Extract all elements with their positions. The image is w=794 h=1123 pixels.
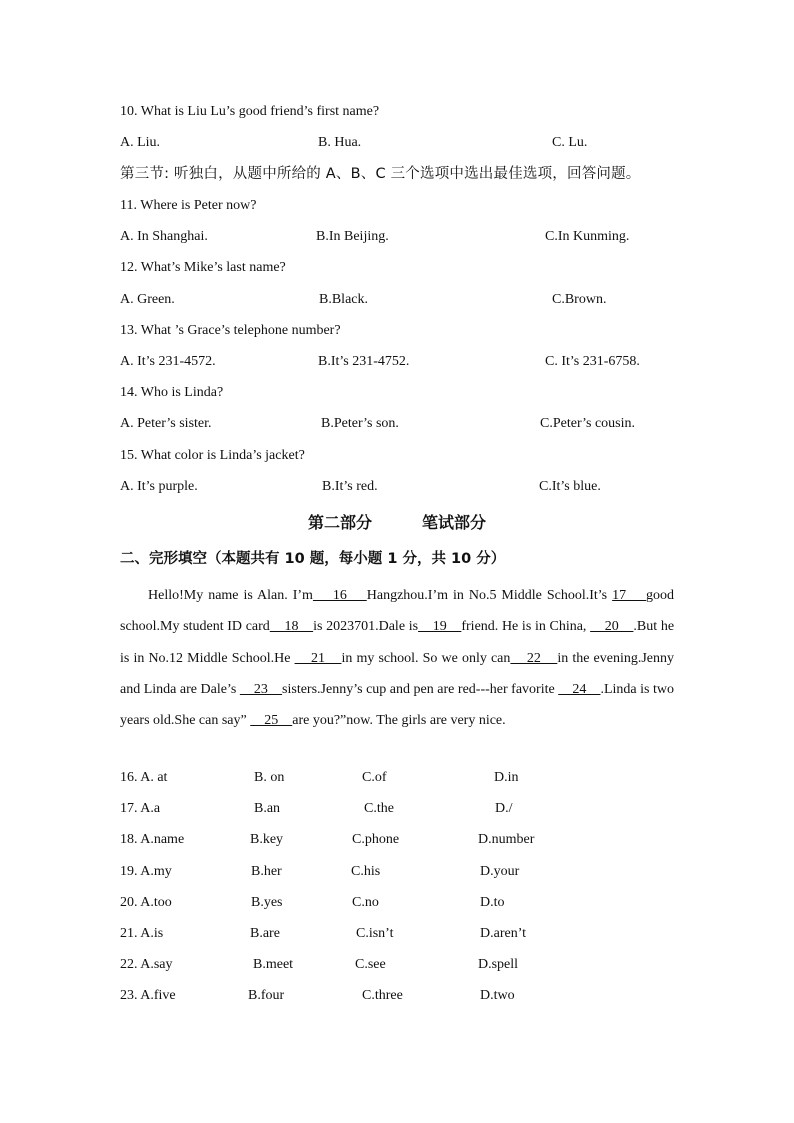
q14-option-b: B.Peter’s son. [321,416,399,431]
q23-option-c: C.three [362,988,403,1003]
q11-option-a: A. In Shanghai. [120,229,208,244]
q12-option-c: C.Brown. [552,292,607,307]
q18-option-d: D.number [478,832,535,847]
blank-19: 19 [418,619,462,635]
q14-option-c: C.Peter’s cousin. [540,416,636,431]
q11-option-b: B.In Beijing. [316,229,389,244]
blank-18: 18 [269,619,314,635]
passage-text: in my school. So we only can [341,650,511,666]
q21-option-c: C.isn’t [356,926,394,941]
q12-option-a: A. Green. [120,292,175,307]
q15-option-b: B.It’s red. [322,479,378,494]
passage-text: good school.My student ID card [120,588,675,635]
question-14-stem: 14. Who is Linda? [120,385,224,400]
q15-option-a: A. It’s purple. [120,479,198,494]
question-13-stem: 13. What ’s Grace’s telephone number? [120,323,341,338]
q13-option-b: B.It’s 231-4752. [318,354,410,369]
question-15-stem: 15. What color is Linda’s jacket? [120,448,305,463]
q13-option-a: A. It’s 231-4572. [120,354,216,369]
question-12-stem: 12. What’s Mike’s last name? [120,260,286,275]
part-2-label: 第二部分 [307,513,372,532]
q21-option-b: B.are [250,926,280,941]
q10-option-a: A. Liu. [120,135,161,150]
q13-option-c: C. It’s 231-6758. [545,354,640,369]
written-test-label: 笔试部分 [422,513,487,532]
q17-option-c: C.the [364,801,394,816]
q16-option-c: C.of [362,770,387,785]
q17-option-b: B.an [254,801,281,816]
q16-option-a: 16. A. at [120,770,168,785]
passage-text: in the evening.Jenny and Linda are Dale’s [120,650,675,697]
q22-option-d: D.spell [478,957,519,972]
q20-option-d: D.to [480,895,505,910]
blank-24: 24 [558,681,601,697]
q21-option-a: 21. A.is [120,926,164,941]
q17-option-d: D./ [495,801,513,816]
passage-text: is 2023701.Dale is [313,619,419,635]
q22-option-c: C.see [355,957,386,972]
blank-25: 25 [250,713,293,729]
q15-option-c: C.It’s blue. [539,479,601,494]
q14-option-a: A. Peter’s sister. [120,416,212,431]
question-10-stem: 10. What is Liu Lu’s good friend’s first name? [120,104,380,119]
q20-option-c: C.no [352,895,379,910]
q23-option-a: 23. A.five [120,988,176,1003]
part-2-title [0,510,794,533]
q18-option-a: 18. A.name [120,832,185,847]
blank-20: 20 [590,619,634,635]
passage-text: friend. He is in China, [461,619,591,635]
q20-option-b: B.yes [251,895,283,910]
q16-option-b: B. on [254,770,285,785]
q10-option-c: C. Lu. [552,135,588,150]
blank-21: 21 [294,650,342,666]
q22-option-b: B.meet [253,957,294,972]
question-11-stem: 11. Where is Peter now? [120,198,257,213]
q19-option-b: B.her [251,864,282,879]
q19-option-c: C.his [351,864,381,879]
q12-option-b: B.Black. [319,292,368,307]
blank-23: 23 [239,681,283,697]
cloze-passage [120,580,674,736]
blank-16: 16 [312,588,367,603]
section-3-heading: 第三节: 听独白，从题中所给的 A、B、C 三个选项中选出最佳选项，回答问题。 [120,166,641,182]
q23-option-d: D.two [480,988,515,1003]
q18-option-c: C.phone [352,832,400,847]
q23-option-b: B.four [248,988,285,1003]
passage-text: Hangzhou.I’m in No.5 Middle School.It’s [366,588,613,603]
q10-option-b: B. Hua. [318,135,362,150]
q19-option-a: 19. A.my [120,864,172,879]
q18-option-b: B.key [250,832,284,847]
q20-option-a: 20. A.too [120,895,172,910]
q19-option-d: D.your [480,864,520,879]
cloze-heading: 二、完形填空（本题共有 10 题，每小题 1 分，共 10 分） [120,551,506,567]
blank-17: 17 [612,588,647,603]
blank-22: 22 [510,650,558,666]
passage-text: Hello!My name is Alan. I’m [148,588,313,603]
q21-option-d: D.aren’t [480,926,526,941]
passage-text: .But he is in No.12 Middle School.He [120,619,675,666]
passage-text: are you?”now. The girls are very nice. [292,713,506,729]
q17-option-a: 17. A.a [120,801,161,816]
passage-text: sisters.Jenny’s cup and pen are red---her favorite [282,681,559,697]
q11-option-c: C.In Kunming. [545,229,630,244]
passage-text: .Linda is two years old.She can say” [120,681,674,729]
q16-option-d: D.in [494,770,519,785]
q22-option-a: 22. A.say [120,957,173,972]
